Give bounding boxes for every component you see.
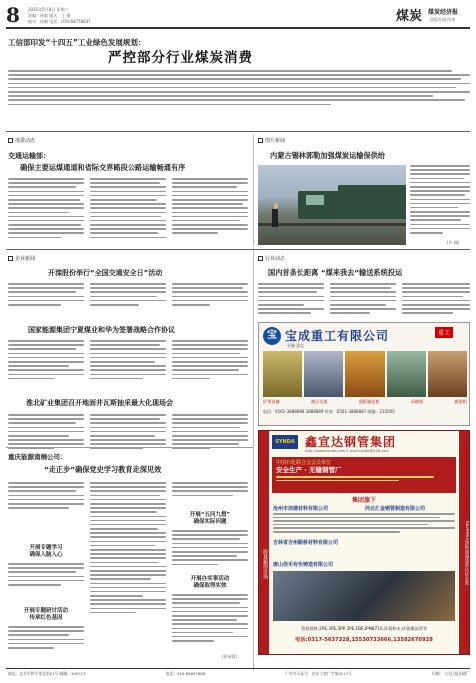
chongqing-byline: (彭泽霖) xyxy=(222,654,238,659)
huaibei-body-2 xyxy=(90,414,166,449)
news-photo xyxy=(258,165,406,245)
transport-body-1 xyxy=(8,178,84,238)
safety-body-3 xyxy=(172,283,248,306)
editor-line: 责编：孙敏 版式：王 静 xyxy=(28,13,71,18)
section-tag-enterprise: 企业新闻 xyxy=(8,255,35,262)
safety-body-1 xyxy=(8,283,84,306)
ad2-web: http://www.synda.com E-mail:synda@126.com xyxy=(305,449,389,453)
ad-synda xyxy=(258,430,470,655)
lead-headline: 严控部分行业煤炭消费 xyxy=(108,50,253,66)
ad1-logo: 宝 xyxy=(263,327,281,345)
china-body-2 xyxy=(330,283,396,314)
chongqing-body-3 xyxy=(172,482,248,496)
photo-credit: (许 楠) xyxy=(447,240,460,245)
huaneng-body-3 xyxy=(172,340,248,379)
lead-body xyxy=(8,70,470,105)
ad2-factory-desc xyxy=(273,513,455,533)
chongqing-body-1b xyxy=(8,563,84,586)
chongqing-kicker: 重庆能源南桐公司： xyxy=(8,453,67,461)
ad2-factory-1: 沧州市沛建材料有限公司 xyxy=(273,506,329,512)
ad2-side-left: 质量赢得市场 xyxy=(259,431,269,655)
chongqing-body-3b xyxy=(172,530,248,565)
chongqing-body-2 xyxy=(90,482,166,613)
ad2-side-right: ISO9001国际质量体系认证企业 xyxy=(459,431,469,655)
transport-kicker: 交通运输部： xyxy=(8,152,50,160)
ad1-company: 宝成重工有限公司 xyxy=(285,329,390,343)
ad1-products xyxy=(263,351,467,397)
ad1-badge: 重工 xyxy=(435,327,453,338)
huaibei-body-1 xyxy=(8,414,84,449)
section-tag-photo: 图片新闻 xyxy=(258,137,285,144)
subhead-1: 开展专题学习 确保入脑入心 xyxy=(29,545,63,558)
publication: 国际在线·经济 xyxy=(430,17,456,22)
lead-kicker: 工信部印发“十四五”工业绿色发展规划： xyxy=(8,38,146,47)
huaneng-body-2 xyxy=(90,340,166,379)
transport-body-2 xyxy=(90,178,166,238)
issue-line: 2021年5月8日 星期六 xyxy=(28,7,69,12)
huaneng-title: 国家能源集团宁夏煤业和华为签署战略合作协议 xyxy=(28,326,175,334)
ad-baocheng xyxy=(258,322,470,426)
paper-name: 煤炭经济报 xyxy=(428,9,459,16)
subhead-2: 开展专题研讨活动 传承红色基因 xyxy=(23,608,68,621)
safety-body-2 xyxy=(90,283,166,306)
transport-title: 确保主要运煤通道和省际交界路段公路运输畅通有序 xyxy=(20,163,186,172)
section-tag-ministry: 部委动态 xyxy=(8,137,35,144)
china-body-3 xyxy=(402,283,470,314)
section-title: 煤炭 xyxy=(396,9,423,24)
subhead-3: 开展“五问九想” 确保实际问题 xyxy=(189,512,231,525)
ad2-banner: 中国石化联合会会员单位 安全生产 · 无缝钢管厂 xyxy=(272,457,456,493)
ad2-company: 鑫宣达钢管集团 xyxy=(305,435,397,449)
huaibei-body-3 xyxy=(172,414,248,449)
safety-title: 开滦股份举行“全国交通安全日”活动 xyxy=(48,269,163,277)
ad2-list-title: 集团旗下 xyxy=(351,497,376,504)
ad1-sub: 安徽·淮北 xyxy=(287,343,305,348)
masthead xyxy=(6,5,470,29)
contact-line: 校对：孙敏 电话：010-68778837 xyxy=(28,19,91,24)
page-number: 8 xyxy=(6,3,20,27)
footer: 地址：北京市和平里北街21号 邮编：100713 电话：010-84657888 广告许可证号：京东工商广字第0117号 印刷：人民日报印刷厂 xyxy=(8,671,470,676)
chongqing-body-3c xyxy=(172,594,248,642)
ad1-items: 矿用设备 液压支架 刮板输送机 采煤机 掘进机 xyxy=(263,399,467,404)
photo-body xyxy=(410,165,470,234)
huaneng-body-1 xyxy=(8,340,84,379)
photo-title: 内蒙古锡林郭勒加强煤炭运输保供给 xyxy=(270,151,386,160)
subhead-4: 开展办实事活动 确保取得实效 xyxy=(190,576,230,589)
ad2-photo xyxy=(273,571,455,621)
china-body-1 xyxy=(258,283,324,314)
section-tag-industry: 行业动态 xyxy=(258,255,285,262)
ad2-factory-2: 河北汇金钢管制造有限公司 xyxy=(365,506,426,512)
ad2-factory-4: 唐山佳禾有色铸造有限公司 xyxy=(273,562,334,568)
chongqing-body-1 xyxy=(8,482,84,509)
ad2-factory-3: 吉林省吉州路桥材料有限公司 xyxy=(273,540,339,546)
ad2-phone: 电话:0317-5637328,15530733666,13582670928 xyxy=(295,637,433,643)
transport-body-3 xyxy=(172,178,248,234)
ad2-footer: 管道规格:2PE,3PE,3PP,3PE,FBE,IPN8710,环氧粉末,环氧煤沥青等 xyxy=(300,626,428,631)
ad2-logo: SYNDA xyxy=(272,435,298,449)
chongqing-body-1c xyxy=(8,626,84,649)
chongqing-title: “走正步”确保党史学习教育走深见效 xyxy=(44,465,162,474)
china-title: 国内首条长距离 “煤来我去”输送系统投运 xyxy=(268,268,403,277)
ad1-contact: 电话：0561-3888888 3888889 传真：0561-3888887 邮编：235000 xyxy=(263,409,395,414)
huaibei-title: 淮北矿业集团召开地面井瓦斯抽采最大化现场会 xyxy=(26,399,173,407)
